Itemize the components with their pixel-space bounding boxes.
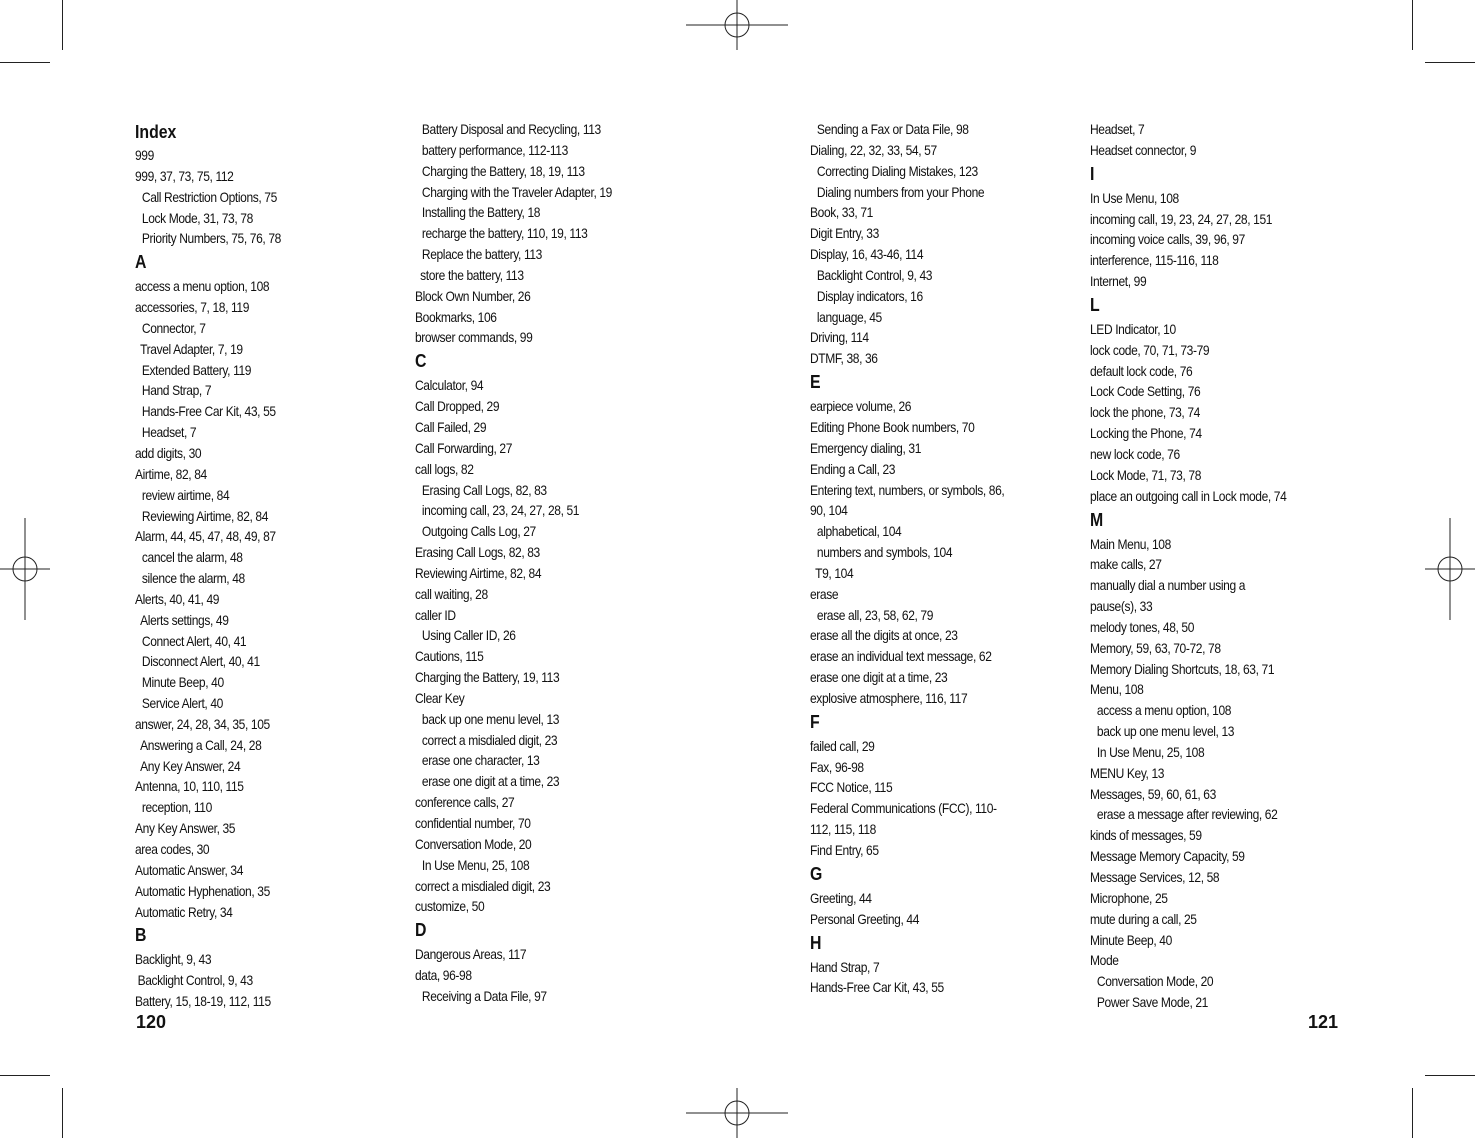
index-entry: Automatic Hyphenation, 35	[135, 882, 270, 899]
index-entry: mute during a call, 25	[1090, 910, 1197, 927]
index-subentry: Alerts settings, 49	[140, 611, 229, 628]
index-entry: Greeting, 44	[810, 889, 872, 906]
index-entry: answer, 24, 28, 34, 35, 105	[135, 715, 270, 732]
index-letter-heading: D	[415, 920, 427, 941]
index-entry: access a menu option, 108	[135, 278, 270, 295]
index-entry: Lock Code Setting, 76	[1090, 383, 1201, 400]
index-entry: make calls, 27	[1090, 556, 1162, 573]
index-column-4	[1090, 119, 1350, 1013]
index-entry: Dangerous Areas, 117	[415, 946, 527, 963]
index-entry: correct a misdialed digit, 23	[415, 877, 551, 894]
index-entry: 999, 37, 73, 75, 112	[135, 167, 234, 184]
index-entry: Lock Mode, 71, 73, 78	[1090, 466, 1202, 483]
index-entry: Fax, 96-98	[810, 758, 864, 775]
index-subentry: Extended Battery, 119	[141, 361, 252, 378]
index-letter-heading: H	[810, 932, 822, 953]
index-letter-heading: F	[810, 711, 820, 732]
index-entry: kinds of messages, 59	[1090, 827, 1202, 844]
index-subentry: Service Alert, 40	[141, 695, 223, 712]
index-entry: Dialing, 22, 32, 33, 54, 57	[810, 141, 937, 158]
index-entry: Display, 16, 43-46, 114	[810, 246, 924, 263]
index-column-1-entries	[135, 145, 410, 1012]
index-entry: incoming voice calls, 39, 96, 97	[1090, 231, 1245, 248]
index-entry: Mode	[1090, 952, 1119, 969]
index-title: Index	[135, 122, 177, 142]
index-entry: Hands-Free Car Kit, 43, 55	[810, 979, 944, 996]
index-entry: erase	[810, 585, 839, 602]
index-entry: DTMF, 38, 36	[810, 350, 878, 367]
index-entry: Memory, 59, 63, 70-72, 78	[1090, 639, 1221, 656]
index-subentry: incoming call, 23, 24, 27, 28, 51	[421, 502, 580, 519]
index-entry: incoming call, 19, 23, 24, 27, 28, 151	[1090, 210, 1273, 227]
index-entry: Message Services, 12, 58	[1090, 869, 1220, 885]
index-entry: data, 96-98	[415, 967, 472, 984]
index-subentry: Sending a Fax or Data File, 98	[816, 121, 969, 137]
index-subentry: Priority Numbers, 75, 76, 78	[141, 230, 281, 247]
index-subentry: Power Save Mode, 21	[1096, 994, 1208, 1011]
index-subentry: back up one menu level, 13	[421, 710, 560, 727]
index-entry: Personal Greeting, 44	[810, 910, 920, 927]
index-entry: 112, 115, 118	[810, 821, 876, 838]
index-entry: Entering text, numbers, or symbols, 86,	[810, 481, 1005, 498]
index-entry: Minute Beep, 40	[1090, 931, 1172, 948]
index-entry: Call Failed, 29	[415, 418, 487, 435]
index-entry: Calculator, 94	[415, 377, 484, 394]
index-subentry: Backlight Control, 9, 43	[816, 266, 933, 283]
index-column-3	[810, 119, 1060, 998]
index-entry: Erasing Call Logs, 82, 83	[415, 544, 540, 561]
index-entry: Microphone, 25	[1090, 889, 1168, 906]
index-entry: Cautions, 115	[415, 648, 484, 665]
index-subentry: Receiving a Data File, 97	[421, 987, 547, 1004]
index-entry: default lock code, 76	[1090, 362, 1193, 379]
index-subentry: Hands-Free Car Kit, 43, 55	[141, 403, 276, 420]
index-entry: Emergency dialing, 31	[810, 439, 922, 456]
crop-mark-bottom-right-horizontal	[1425, 1075, 1475, 1076]
index-entry: Editing Phone Book numbers, 70	[810, 418, 975, 435]
index-entry: Bookmarks, 106	[415, 308, 497, 325]
index-entry: explosive atmosphere, 116, 117	[810, 689, 968, 706]
index-entry: conference calls, 27	[415, 794, 515, 811]
index-entry: earpiece volume, 26	[810, 398, 912, 415]
index-entry: call waiting, 28	[415, 585, 488, 602]
index-subentry: erase one character, 13	[421, 752, 540, 769]
index-entry: Ending a Call, 23	[810, 460, 896, 477]
index-entry: place an outgoing call in Lock mode, 74	[1090, 487, 1287, 504]
registration-mark-bottom-icon	[686, 1088, 788, 1138]
index-entry: Conversation Mode, 20	[415, 835, 532, 852]
index-subentry: Headset, 7	[141, 424, 197, 441]
index-entry: MENU Key, 13	[1090, 764, 1165, 781]
crop-mark-top-right-horizontal	[1425, 62, 1475, 63]
index-subentry: Travel Adapter, 7, 19	[140, 340, 243, 357]
index-entry: accessories, 7, 18, 119	[135, 299, 250, 316]
index-entry: erase one digit at a time, 23	[810, 669, 948, 686]
index-subentry: numbers and symbols, 104	[816, 544, 953, 561]
index-letter-heading: B	[135, 925, 147, 946]
index-letter-heading: G	[810, 863, 823, 884]
index-entry: interference, 115-116, 118	[1090, 252, 1219, 269]
index-column-3-entries	[810, 119, 1060, 998]
crop-mark-bottom-right-vertical	[1412, 1088, 1413, 1138]
index-subentry: Installing the Battery, 18	[421, 204, 541, 221]
index-subentry: recharge the battery, 110, 19, 113	[421, 225, 588, 242]
index-entry: Alerts, 40, 41, 49	[135, 590, 220, 607]
index-entry: Automatic Retry, 34	[135, 903, 233, 920]
index-entry: Main Menu, 108	[1090, 535, 1171, 552]
index-subentry: erase a message after reviewing, 62	[1096, 806, 1278, 823]
index-entry: browser commands, 99	[415, 329, 533, 346]
page-number-left: 120	[136, 1012, 167, 1032]
index-entry: failed call, 29	[810, 737, 875, 754]
index-letter-heading: E	[810, 372, 821, 393]
index-entry: Battery, 15, 18-19, 112, 115	[135, 993, 271, 1010]
index-column-1	[135, 119, 410, 1012]
index-entry: Airtime, 82, 84	[135, 465, 207, 482]
index-entry: Any Key Answer, 35	[135, 820, 236, 837]
index-subentry: erase one digit at a time, 23	[421, 773, 560, 790]
index-entry: melody tones, 48, 50	[1090, 618, 1195, 635]
index-subentry: Battery Disposal and Recycling, 113	[421, 121, 601, 137]
index-entry: manually dial a number using a	[1090, 577, 1246, 594]
index-entry: Book, 33, 71	[810, 204, 873, 221]
index-subentry: erase all, 23, 58, 62, 79	[816, 606, 934, 623]
index-subentry: Correcting Dialing Mistakes, 123	[816, 162, 978, 179]
index-letter-heading: A	[135, 252, 147, 273]
index-subentry: Conversation Mode, 20	[1096, 973, 1214, 990]
index-subentry: Connect Alert, 40, 41	[141, 632, 247, 649]
crop-mark-top-right-vertical	[1412, 0, 1413, 50]
index-subentry: Dialing numbers from your Phone	[816, 183, 985, 200]
index-entry: caller ID	[415, 606, 456, 623]
index-entry: Clear Key	[415, 689, 465, 706]
index-entry: customize, 50	[415, 898, 485, 915]
index-entry: Backlight, 9, 43	[135, 951, 212, 968]
index-subentry: Minute Beep, 40	[141, 674, 224, 691]
index-subentry: Charging with the Traveler Adapter, 19	[421, 183, 612, 200]
crop-mark-bottom-left-vertical	[62, 1088, 63, 1138]
index-entry: Reviewing Airtime, 82, 84	[415, 564, 542, 581]
index-subentry: back up one menu level, 13	[1096, 723, 1235, 740]
index-subentry: Erasing Call Logs, 82, 83	[421, 481, 547, 498]
crop-mark-bottom-left-horizontal	[0, 1075, 50, 1076]
index-entry: Antenna, 10, 110, 115	[135, 778, 244, 795]
index-subentry: store the battery, 113	[420, 266, 524, 283]
index-subentry: correct a misdialed digit, 23	[421, 731, 558, 748]
index-subentry: silence the alarm, 48	[141, 570, 245, 587]
crop-mark-top-left-vertical	[62, 0, 63, 50]
index-subentry: Outgoing Calls Log, 27	[421, 523, 536, 540]
index-entry: In Use Menu, 108	[1090, 189, 1179, 206]
index-entry: Alarm, 44, 45, 47, 48, 49, 87	[135, 528, 276, 545]
index-entry: new lock code, 76	[1090, 445, 1180, 462]
crop-mark-top-left-horizontal	[0, 62, 50, 63]
index-entry: Messages, 59, 60, 61, 63	[1090, 785, 1216, 802]
index-subentry: In Use Menu, 25, 108	[421, 856, 530, 873]
index-entry: Charging the Battery, 19, 113	[415, 669, 560, 686]
index-entry: Find Entry, 65	[810, 842, 879, 858]
index-entry: Headset, 7	[1090, 121, 1145, 137]
index-subentry: access a menu option, 108	[1096, 702, 1232, 719]
index-subentry: Charging the Battery, 18, 19, 113	[421, 162, 585, 179]
index-subentry: In Use Menu, 25, 108	[1096, 743, 1205, 760]
index-entry: lock the phone, 73, 74	[1090, 404, 1200, 421]
index-subentry: Lock Mode, 31, 73, 78	[141, 209, 253, 226]
index-subentry: T9, 104	[815, 564, 854, 581]
index-subentry: Connector, 7	[141, 319, 206, 336]
registration-mark-left-icon	[0, 518, 50, 620]
index-entry: 999	[135, 147, 154, 163]
index-subentry: Using Caller ID, 26	[421, 627, 516, 644]
index-subentry: alphabetical, 104	[816, 523, 902, 540]
index-entry: Headset connector, 9	[1090, 141, 1197, 158]
index-letter-heading: C	[415, 351, 427, 372]
index-subentry: Call Restriction Options, 75	[141, 188, 277, 205]
registration-mark-right-icon	[1425, 518, 1475, 620]
index-entry: Call Forwarding, 27	[415, 439, 513, 456]
index-entry: FCC Notice, 115	[810, 779, 893, 796]
index-entry: LED Indicator, 10	[1090, 320, 1176, 337]
index-entry: Digit Entry, 33	[810, 225, 879, 242]
index-entry: Hand Strap, 7	[810, 958, 880, 975]
index-entry: call logs, 82	[415, 460, 474, 477]
index-entry: erase an individual text message, 62	[810, 648, 992, 665]
registration-mark-top-icon	[686, 0, 788, 50]
index-column-4-entries	[1090, 119, 1350, 1013]
index-entry: lock code, 70, 71, 73-79	[1090, 341, 1210, 358]
index-subentry: Backlight Control, 9, 43	[137, 972, 253, 989]
index-entry: Menu, 108	[1090, 681, 1144, 698]
index-subentry: language, 45	[816, 308, 882, 325]
index-column-2-entries	[415, 119, 690, 1007]
index-entry: Memory Dialing Shortcuts, 18, 63, 71	[1090, 660, 1275, 677]
index-subentry: cancel the alarm, 48	[141, 549, 243, 566]
index-entry: add digits, 30	[135, 444, 202, 461]
index-subentry: review airtime, 84	[141, 486, 230, 503]
index-entry: Driving, 114	[810, 329, 869, 346]
index-subentry: battery performance, 112-113	[421, 141, 568, 158]
index-entry: Locking the Phone, 74	[1090, 425, 1202, 442]
index-letter-heading: M	[1090, 509, 1104, 530]
index-letter-heading: I	[1090, 163, 1095, 184]
index-entry: area codes, 30	[135, 841, 210, 857]
index-subentry: Hand Strap, 7	[141, 382, 212, 399]
index-subentry: Answering a Call, 24, 28	[140, 736, 262, 753]
index-subentry: Reviewing Airtime, 82, 84	[141, 507, 269, 524]
index-entry: Block Own Number, 26	[415, 287, 531, 304]
index-subentry: reception, 110	[141, 799, 212, 816]
page-number-right: 121	[1308, 1012, 1339, 1032]
index-entry: Call Dropped, 29	[415, 398, 500, 415]
index-subentry: Display indicators, 16	[816, 287, 923, 304]
index-entry: Message Memory Capacity, 59	[1090, 848, 1245, 865]
index-entry: pause(s), 33	[1090, 598, 1153, 615]
index-letter-heading: L	[1090, 294, 1100, 315]
index-subentry: Replace the battery, 113	[421, 246, 542, 263]
index-entry: 90, 104	[810, 502, 848, 519]
index-subentry: Any Key Answer, 24	[140, 757, 241, 774]
index-entry: confidential number, 70	[415, 815, 531, 831]
index-column-2	[415, 119, 690, 1007]
index-entry: erase all the digits at once, 23	[810, 627, 958, 644]
index-entry: Federal Communications (FCC), 110-	[810, 800, 997, 817]
index-entry: Automatic Answer, 34	[135, 861, 244, 878]
index-entry: Internet, 99	[1090, 273, 1147, 290]
index-subentry: Disconnect Alert, 40, 41	[141, 653, 260, 670]
